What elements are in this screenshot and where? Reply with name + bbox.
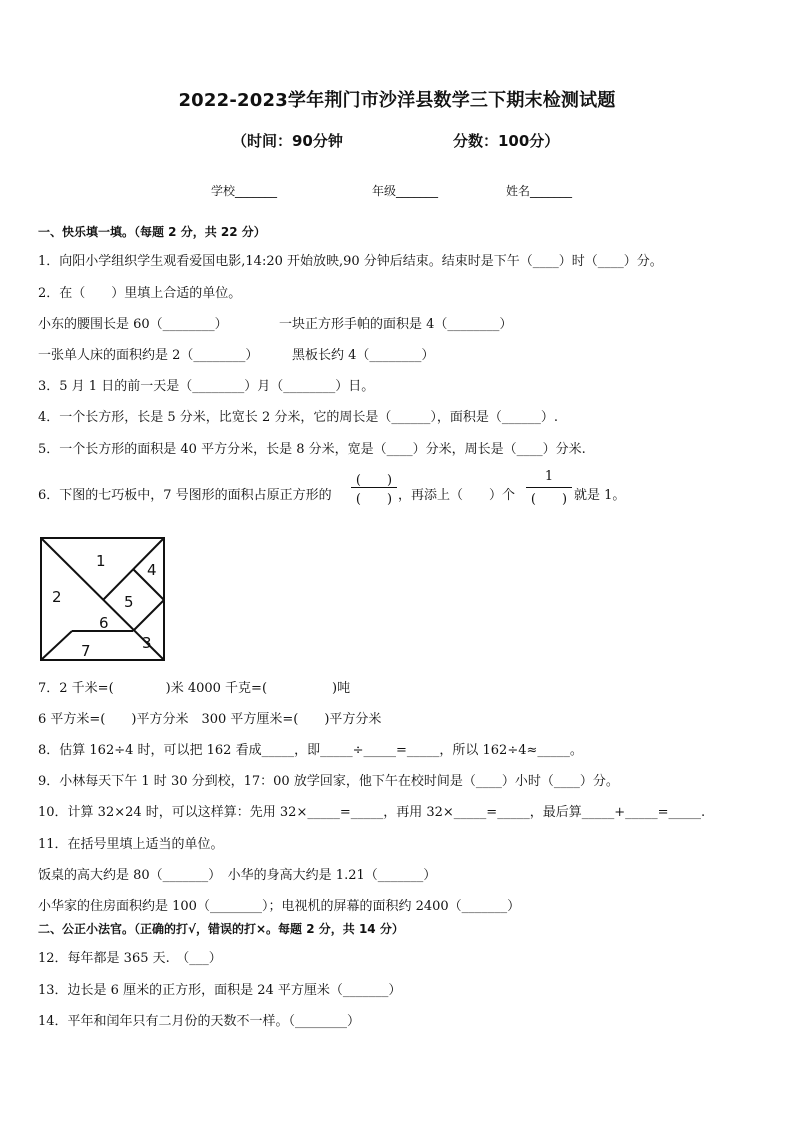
question-11b: 小华家的住房面积约是 100（________）；电视机的屏幕的面积约 2400（_______）	[38, 899, 521, 914]
fraction-1-denominator: ( )	[355, 492, 393, 507]
section-2-heading: 二、公正小法官。（正确的打√，错误的打×。每题 2 分，共 14 分）	[38, 922, 404, 936]
page-title: 2022-2023学年荆门市沙洋县数学三下期末检测试题	[178, 90, 616, 111]
fraction-2-denominator: ( )	[530, 492, 568, 507]
exam-score: 分数：100分）	[453, 132, 560, 150]
question-1: 1．向阳小学组织学生观看爱国电影,14:20 开始放映,90 分钟后结束。结束时是下午（____）时（____）分。	[38, 254, 663, 269]
grade-field: 年级_______	[372, 184, 439, 198]
question-6-middle: ，再添上（ ）个	[398, 488, 516, 503]
question-2c: 一张单人床的面积约是 2（________）	[38, 348, 259, 363]
question-6-start: 6．下图的七巧板中，7 号图形的面积占原正方形的	[38, 488, 332, 503]
question-3: 3．5 月 1 日的前一天是（________）月（________）日。	[38, 379, 375, 394]
question-13: 13．边长是 6 厘米的正方形，面积是 24 平方厘米（_______）	[38, 983, 402, 998]
question-4: 4．一个长方形，长是 5 分米，比宽长 2 分米，它的周长是（______），面积是（______）.	[38, 410, 558, 425]
question-7a: 7．2 千米=( )米 4000 千克=( )吨	[38, 681, 351, 696]
tangram-label-1: 1	[96, 552, 106, 570]
tangram-label-4: 4	[147, 561, 157, 579]
question-14: 14．平年和闰年只有二月份的天数不一样。（________）	[38, 1014, 361, 1029]
tangram-edge	[41, 631, 72, 660]
fraction-1-numerator: ( )	[355, 473, 393, 488]
section-1-heading: 一、快乐填一填。（每题 2 分，共 22 分）	[38, 225, 266, 239]
question-12: 12．每年都是 365 天. （___）	[38, 951, 222, 966]
tangram-edge	[133, 600, 164, 631]
question-2: 2．在（ ）里填上合适的单位。	[38, 286, 242, 301]
question-2a: 小东的腰围长是 60（________）	[38, 317, 228, 332]
question-11: 11．在括号里填上适当的单位。	[38, 837, 224, 852]
tangram-label-2: 2	[52, 588, 62, 606]
tangram-label-7: 7	[81, 642, 91, 660]
question-10: 10．计算 32×24 时，可以这样算：先用 32×_____=_____，再用 32×_____=_____，最后算_____+_____=_____.	[38, 805, 706, 820]
question-7b: 6 平方米=( )平方分米 300 平方厘米=( )平方分米	[38, 712, 382, 727]
question-11a: 饭桌的高大约是 80（_______） 小华的身高大约是 1.21（_______）	[38, 868, 437, 883]
question-9: 9．小林每天下午 1 时 30 分到校，17：00 放学回家，他下午在校时间是（____）小时（____）分。	[38, 774, 619, 789]
tangram-label-5: 5	[124, 593, 134, 611]
school-field: 学校_______	[211, 184, 278, 198]
tangram-figure	[38, 535, 168, 663]
question-2d: 黑板长约 4（________）	[292, 348, 435, 363]
question-8: 8．估算 162÷4 时，可以把 162 看成_____，即_____÷_____=_____，所以 162÷4≈_____。	[38, 743, 583, 758]
fraction-blank-2	[526, 469, 572, 506]
question-5: 5．一个长方形的面积是 40 平方分米，长是 8 分米，宽是（____）分米，周长是（____）分米.	[38, 442, 586, 457]
exam-time: （时间：90分钟	[232, 132, 343, 150]
question-6-end: 就是 1。	[574, 488, 626, 503]
tangram-label-3: 3	[142, 634, 152, 652]
fraction-blank-1	[351, 469, 397, 506]
question-2b: 一块正方形手帕的面积是 4（________）	[279, 317, 513, 332]
name-field: 姓名_______	[506, 184, 573, 198]
tangram-label-6: 6	[99, 614, 109, 632]
fraction-2-numerator: 1	[544, 469, 554, 484]
